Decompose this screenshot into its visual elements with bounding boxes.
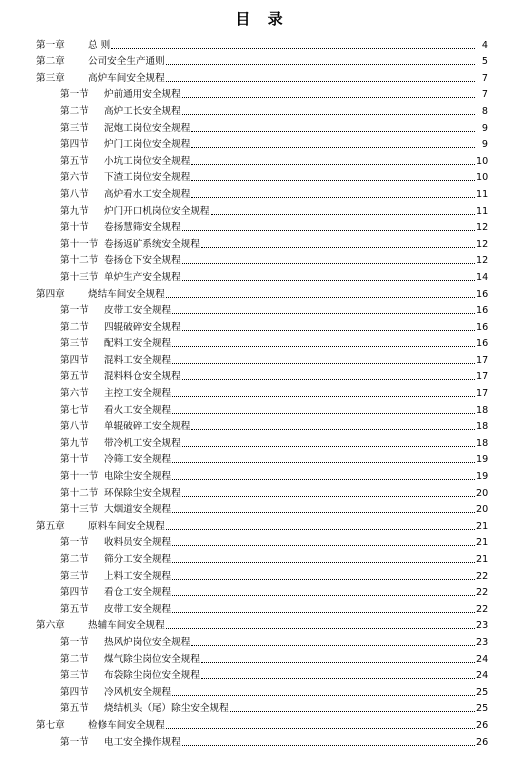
toc-dot-leader	[166, 297, 475, 298]
toc-section-entry[interactable]	[36, 349, 488, 366]
toc-dot-leader	[172, 346, 475, 347]
toc-dot-leader	[182, 496, 475, 497]
toc-entry-label: 第一节	[60, 537, 89, 549]
toc-page-number: 19	[476, 471, 489, 483]
toc-dot-leader	[172, 363, 475, 364]
toc-section-entry[interactable]	[36, 134, 488, 151]
toc-entry-label: 第九节	[60, 437, 89, 449]
toc-page-number: 22	[476, 570, 489, 582]
toc-dot-leader	[191, 164, 475, 165]
toc-dot-leader	[182, 745, 475, 746]
toc-entry-title: 看仓工安全规程	[104, 587, 172, 599]
toc-entry-title: 电工安全操作规程	[104, 736, 181, 748]
toc-page-number: 17	[476, 371, 489, 383]
toc-entry-title: 高炉工长安全规程	[104, 105, 181, 117]
toc-section-entry[interactable]	[36, 366, 488, 383]
toc-entry-title: 筛分工安全规程	[104, 554, 172, 565]
toc-entry-title: 环保除尘安全规程	[104, 487, 181, 499]
toc-dot-leader	[182, 379, 475, 380]
toc-section-entry[interactable]	[36, 100, 488, 117]
toc-section-entry[interactable]	[36, 333, 488, 350]
toc-section-entry[interactable]	[36, 598, 488, 615]
toc-dot-leader	[191, 131, 475, 132]
toc-section-entry[interactable]	[36, 681, 488, 698]
toc-entry-title: 四辊破碎安全规程	[104, 321, 181, 333]
toc-page-number: 11	[476, 188, 489, 200]
toc-section-entry[interactable]	[36, 183, 488, 200]
toc-section-entry[interactable]	[36, 167, 488, 184]
toc-section-entry[interactable]	[36, 665, 488, 682]
toc-section-entry[interactable]	[36, 432, 488, 449]
toc-entry-title: 卷扬慧筛安全规程	[104, 222, 181, 234]
toc-dot-leader	[182, 263, 475, 264]
toc-dot-leader	[172, 413, 475, 414]
toc-chapter-entry[interactable]	[36, 34, 488, 51]
toc-entry-label: 第一节	[60, 305, 89, 317]
toc-entry-label: 第四节	[60, 686, 89, 698]
toc-entry-label: 第三章	[36, 72, 65, 84]
toc-section-entry[interactable]	[36, 266, 488, 283]
toc-dot-leader	[201, 247, 475, 248]
toc-page-number: 14	[476, 271, 489, 283]
toc-section-entry[interactable]	[36, 648, 488, 665]
toc-entry-label: 第九节	[60, 205, 89, 217]
toc-entry-label: 第三节	[60, 570, 89, 582]
toc-entry-title: 炉前通用安全规程	[104, 89, 181, 101]
toc-dot-leader	[111, 48, 475, 49]
toc-entry-title: 配料工安全规程	[104, 338, 172, 350]
toc-page-number: 21	[476, 520, 489, 532]
toc-entry-title: 总 则	[88, 39, 111, 51]
toc-section-entry[interactable]	[36, 499, 488, 516]
toc-dot-leader	[172, 695, 475, 696]
toc-entry-label: 第一节	[60, 89, 89, 101]
toc-page-number: 23	[476, 620, 489, 632]
toc-dot-leader	[172, 595, 475, 596]
toc-section-entry[interactable]	[36, 217, 488, 234]
toc-section-entry[interactable]	[36, 117, 488, 134]
toc-entry-label: 第七节	[60, 404, 89, 416]
toc-dot-leader	[172, 396, 475, 397]
toc-page-number: 24	[476, 653, 489, 665]
toc-entry-title: 炉门开口机岗位安全规程	[104, 205, 210, 217]
toc-entry-title: 混料工安全规程	[104, 354, 172, 366]
toc-chapter-entry[interactable]	[36, 283, 488, 300]
toc-entry-label: 第二节	[60, 554, 89, 565]
toc-entry-title: 单炉生产安全规程	[104, 271, 181, 283]
toc-entry-label: 第二章	[36, 56, 65, 68]
toc-entry-title: 冷筛工安全规程	[104, 454, 172, 466]
toc-entry-title: 上料工安全规程	[104, 570, 172, 582]
toc-section-entry[interactable]	[36, 84, 488, 101]
toc-entry-label: 第十节	[60, 222, 89, 234]
toc-entry-label: 第五节	[60, 155, 89, 167]
toc-section-entry[interactable]	[36, 300, 488, 317]
toc-dot-leader	[166, 728, 475, 729]
toc-section-entry[interactable]	[36, 548, 488, 565]
toc-entry-title: 热辅车间安全规程	[88, 620, 165, 632]
toc-page-number: 17	[476, 354, 489, 366]
toc-entry-label: 第五节	[60, 603, 89, 615]
toc-entry-label: 第六节	[60, 172, 89, 184]
toc-entry-title: 看火工安全规程	[104, 404, 172, 416]
toc-entry-label: 第二节	[60, 321, 89, 333]
toc-section-entry[interactable]	[36, 565, 488, 582]
toc-entry-title: 带冷机工安全规程	[104, 437, 181, 449]
toc-entry-title: 大烟道安全规程	[104, 504, 172, 516]
toc-entry-title: 卷扬返矿系统安全规程	[104, 238, 200, 250]
toc-page-number: 18	[476, 437, 489, 449]
toc-entry-label: 第二节	[60, 653, 89, 665]
table-of-contents	[36, 34, 488, 748]
toc-entry-label: 第十一节	[60, 238, 99, 250]
toc-dot-leader	[182, 330, 475, 331]
toc-dot-leader	[166, 628, 475, 629]
toc-dot-leader	[191, 429, 475, 430]
toc-entry-label: 第四节	[60, 354, 89, 366]
toc-page-number: 18	[476, 404, 489, 416]
toc-entry-title: 皮带工安全规程	[104, 603, 172, 615]
toc-entry-title: 烧结机头（尾）除尘安全规程	[104, 703, 229, 715]
toc-page-number: 5	[481, 56, 488, 68]
toc-dot-leader	[211, 214, 475, 215]
toc-entry-label: 第十二节	[60, 255, 99, 267]
toc-section-entry[interactable]	[36, 731, 488, 748]
toc-dot-leader	[191, 197, 475, 198]
toc-page-number: 20	[476, 487, 489, 499]
toc-page-number: 7	[481, 72, 488, 84]
toc-page-number: 7	[481, 89, 488, 101]
toc-section-entry[interactable]	[36, 233, 488, 250]
toc-entry-label: 第六节	[60, 388, 89, 400]
toc-dot-leader	[182, 230, 475, 231]
toc-entry-label: 第三节	[60, 670, 89, 682]
toc-chapter-entry[interactable]	[36, 615, 488, 632]
toc-page-number: 16	[476, 321, 489, 333]
toc-section-entry[interactable]	[36, 200, 488, 217]
toc-entry-label: 第二节	[60, 105, 89, 117]
toc-page-number: 16	[476, 288, 489, 300]
toc-entry-title: 检修车间安全规程	[88, 719, 165, 731]
toc-section-entry[interactable]	[36, 482, 488, 499]
toc-entry-label: 第七章	[36, 719, 65, 731]
toc-page-number: 24	[476, 670, 489, 682]
toc-dot-leader	[172, 562, 475, 563]
toc-entry-label: 第五章	[36, 520, 65, 532]
toc-entry-label: 第五节	[60, 371, 89, 383]
toc-page-number: 23	[476, 636, 489, 648]
toc-chapter-entry[interactable]	[36, 515, 488, 532]
toc-section-entry[interactable]	[36, 416, 488, 433]
toc-entry-label: 第十三节	[60, 504, 99, 516]
toc-section-entry[interactable]	[36, 698, 488, 715]
toc-page-number: 25	[476, 703, 489, 715]
toc-section-entry[interactable]	[36, 250, 488, 267]
toc-page-number: 25	[476, 686, 489, 698]
toc-dot-leader	[182, 97, 475, 98]
toc-dot-leader	[166, 529, 475, 530]
toc-page-number: 9	[481, 122, 488, 134]
toc-entry-title: 收料员安全规程	[104, 537, 172, 549]
toc-section-entry[interactable]	[36, 449, 488, 466]
toc-entry-label: 第十一节	[60, 471, 99, 483]
toc-chapter-entry[interactable]	[36, 51, 488, 68]
toc-entry-label: 第三节	[60, 122, 89, 134]
toc-chapter-entry[interactable]	[36, 714, 488, 731]
toc-page-number: 26	[476, 736, 489, 748]
toc-page-number: 12	[476, 238, 489, 250]
toc-dot-leader	[166, 81, 475, 82]
toc-dot-leader	[172, 512, 475, 513]
toc-dot-leader	[166, 64, 475, 65]
toc-entry-title: 泥炮工岗位安全规程	[104, 122, 191, 134]
toc-page-number: 16	[476, 338, 489, 350]
toc-page-number: 22	[476, 587, 489, 599]
toc-entry-title: 热风炉岗位安全规程	[104, 636, 191, 648]
toc-entry-label: 第四节	[60, 139, 89, 151]
toc-section-entry[interactable]	[36, 582, 488, 599]
toc-entry-label: 第十节	[60, 454, 89, 466]
toc-chapter-entry[interactable]	[36, 67, 488, 84]
toc-section-entry[interactable]	[36, 532, 488, 549]
toc-entry-label: 第八节	[60, 188, 89, 200]
toc-page-number: 22	[476, 603, 489, 615]
toc-dot-leader	[172, 545, 475, 546]
toc-entry-title: 煤气除尘岗位安全规程	[104, 653, 200, 665]
toc-dot-leader	[182, 114, 475, 115]
toc-section-entry[interactable]	[36, 465, 488, 482]
toc-entry-title: 布袋除尘岗位安全规程	[104, 670, 200, 682]
toc-entry-title: 下渣工岗位安全规程	[104, 172, 191, 184]
toc-page-number: 11	[476, 205, 489, 217]
toc-dot-leader	[172, 579, 475, 580]
toc-dot-leader	[201, 678, 475, 679]
toc-dot-leader	[172, 612, 475, 613]
toc-section-entry[interactable]	[36, 150, 488, 167]
toc-section-entry[interactable]	[36, 382, 488, 399]
toc-entry-label: 第一章	[36, 39, 65, 51]
toc-entry-label: 第一节	[60, 736, 89, 748]
toc-page-number: 21	[476, 537, 489, 549]
toc-page-number: 16	[476, 305, 489, 317]
toc-dot-leader	[172, 479, 475, 480]
toc-dot-leader	[191, 147, 475, 148]
toc-dot-leader	[172, 462, 475, 463]
toc-entry-label: 第四节	[60, 587, 89, 599]
toc-entry-label: 第三节	[60, 338, 89, 350]
toc-entry-title: 炉门工岗位安全规程	[104, 139, 191, 151]
toc-page-number: 4	[481, 39, 488, 51]
toc-section-entry[interactable]	[36, 399, 488, 416]
toc-dot-leader	[182, 446, 475, 447]
toc-entry-title: 皮带工安全规程	[104, 305, 172, 317]
toc-page-number: 10	[476, 155, 489, 167]
toc-entry-title: 主控工安全规程	[104, 388, 172, 400]
toc-entry-label: 第五节	[60, 703, 89, 715]
toc-page-number: 8	[481, 105, 488, 117]
toc-section-entry[interactable]	[36, 316, 488, 333]
toc-entry-title: 冷风机安全规程	[104, 686, 172, 698]
toc-entry-title: 小坑工岗位安全规程	[104, 155, 191, 167]
toc-page-number: 10	[476, 172, 489, 184]
toc-entry-title: 电除尘安全规程	[104, 471, 172, 483]
toc-entry-label: 第六章	[36, 620, 65, 632]
toc-entry-title: 混料料仓安全规程	[104, 371, 181, 383]
toc-page-number: 21	[476, 554, 489, 565]
toc-entry-title: 高炉车间安全规程	[88, 72, 165, 84]
toc-dot-leader	[230, 711, 475, 712]
toc-page-number: 26	[476, 719, 489, 731]
toc-entry-title: 烧结车间安全规程	[88, 288, 165, 300]
toc-entry-label: 第一节	[60, 636, 89, 648]
toc-page-number: 20	[476, 504, 489, 516]
toc-entry-label: 第十三节	[60, 271, 99, 283]
toc-page-number: 12	[476, 222, 489, 234]
toc-section-entry[interactable]	[36, 631, 488, 648]
toc-entry-title: 公司安全生产通则	[88, 56, 165, 68]
toc-page-number: 19	[476, 454, 489, 466]
toc-entry-title: 高炉看水工安全规程	[104, 188, 191, 200]
toc-entry-label: 第十二节	[60, 487, 99, 499]
toc-page-number: 9	[481, 139, 488, 151]
toc-page-number: 18	[476, 421, 489, 433]
toc-entry-title: 单辊破碎工安全规程	[104, 421, 191, 433]
toc-dot-leader	[182, 280, 475, 281]
toc-entry-title: 原料车间安全规程	[88, 520, 165, 532]
toc-entry-label: 第四章	[36, 288, 65, 300]
toc-page-number: 12	[476, 255, 489, 267]
toc-dot-leader	[172, 313, 475, 314]
toc-dot-leader	[191, 180, 475, 181]
toc-entry-label: 第八节	[60, 421, 89, 433]
toc-title: 目 录	[235, 10, 289, 28]
toc-page-number: 17	[476, 388, 489, 400]
toc-dot-leader	[201, 662, 475, 663]
toc-dot-leader	[191, 645, 475, 646]
toc-entry-title: 卷扬仓下安全规程	[104, 255, 181, 267]
